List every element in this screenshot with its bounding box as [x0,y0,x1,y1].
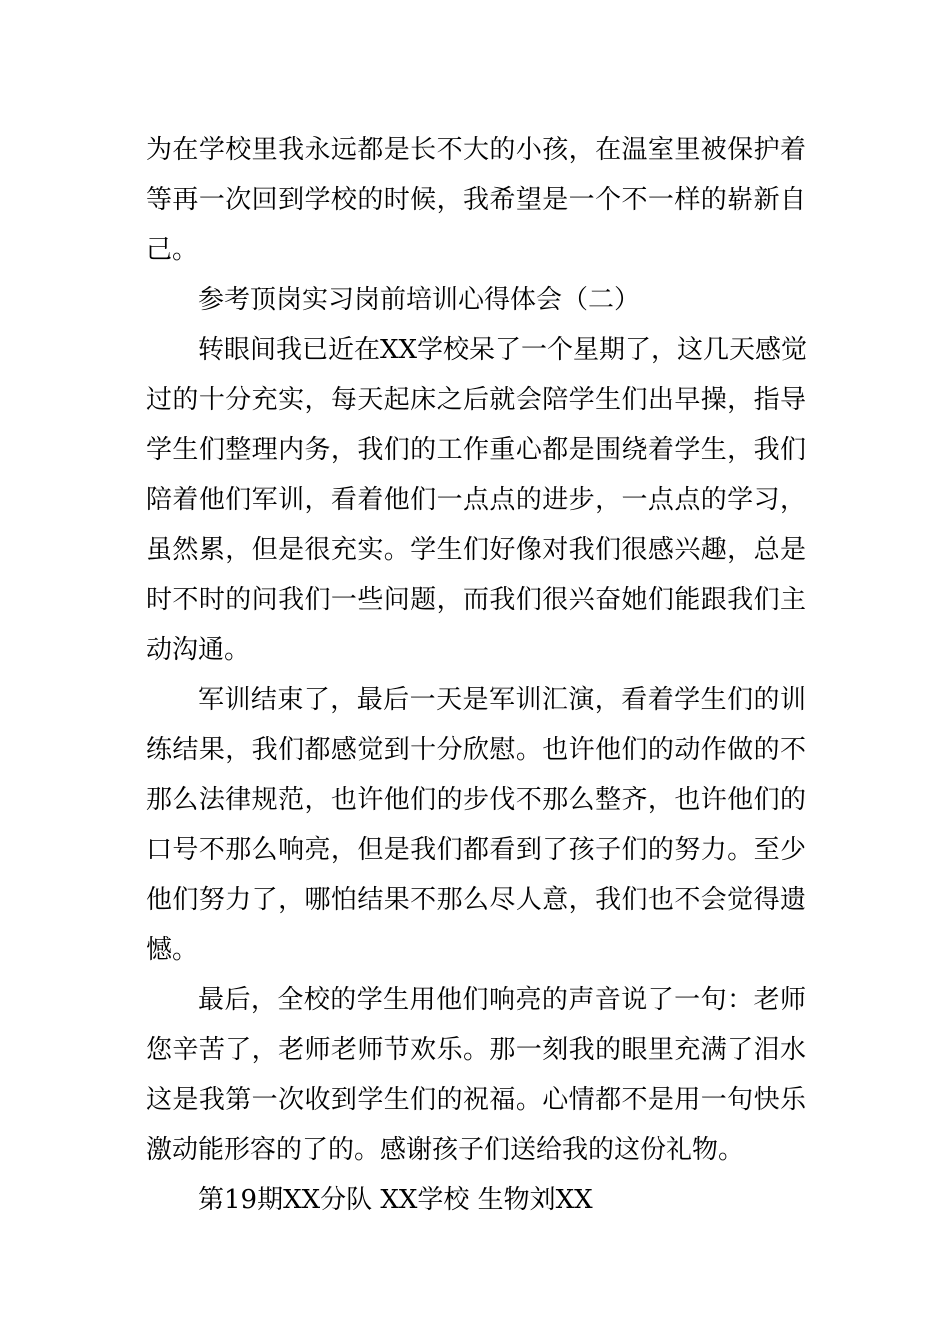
paragraph-3-line-4: 口号不那么响亮，但是我们都看到了孩子们的努力。至少 [146,835,806,865]
paragraph-3-line-1: 军训结束了，最后一天是军训汇演，看着学生们的训 [198,685,806,715]
signature-line: 第19期XX分队 XX学校 生物刘XX [198,1185,593,1215]
paragraph-3-line-3: 那么法律规范，也许他们的步伐不那么整齐，也许他们的 [146,785,806,815]
paragraph-4-line-4: 激动能形容的了的。感谢孩子们送给我的这份礼物。 [146,1135,745,1165]
paragraph-4-line-2: 您辛苦了，老师老师节欢乐。那一刻我的眼里充满了泪水 [146,1035,806,1065]
paragraph-2-line-4: 陪着他们军训，看着他们一点点的进步，一点点的学习， [146,485,806,515]
paragraph-1-line-1: 为在学校里我永远都是长不大的小孩，在温室里被保护着 [146,135,806,165]
paragraph-4-line-1: 最后，全校的学生用他们响亮的声音说了一句：老师 [198,985,806,1015]
paragraph-1-line-2: 等再一次回到学校的时候，我希望是一个不一样的崭新自 [146,185,806,215]
paragraph-4-line-3: 这是我第一次收到学生们的祝福。心情都不是用一句快乐 [146,1085,806,1115]
paragraph-1-line-3: 己。 [146,235,199,265]
section-title: 参考顶岗实习岗前培训心得体会（二） [198,285,641,315]
paragraph-2-line-2: 过的十分充实，每天起床之后就会陪学生们出早操，指导 [146,385,806,415]
paragraph-3-line-6: 憾。 [146,935,199,965]
paragraph-2-line-7: 动沟通。 [146,635,251,665]
paragraph-2-line-1: 转眼间我已近在XX学校呆了一个星期了，这几天感觉 [198,335,808,365]
paragraph-2-line-3: 学生们整理内务，我们的工作重心都是围绕着学生，我们 [146,435,806,465]
paragraph-3-line-5: 他们努力了，哪怕结果不那么尽人意，我们也不会觉得遗 [146,885,806,915]
paragraph-2-line-6: 时不时的问我们一些问题，而我们很兴奋她们能跟我们主 [146,585,806,615]
paragraph-3-line-2: 练结果，我们都感觉到十分欣慰。也许他们的动作做的不 [146,735,806,765]
paragraph-2-line-5: 虽然累，但是很充实。学生们好像对我们很感兴趣，总是 [146,535,806,565]
